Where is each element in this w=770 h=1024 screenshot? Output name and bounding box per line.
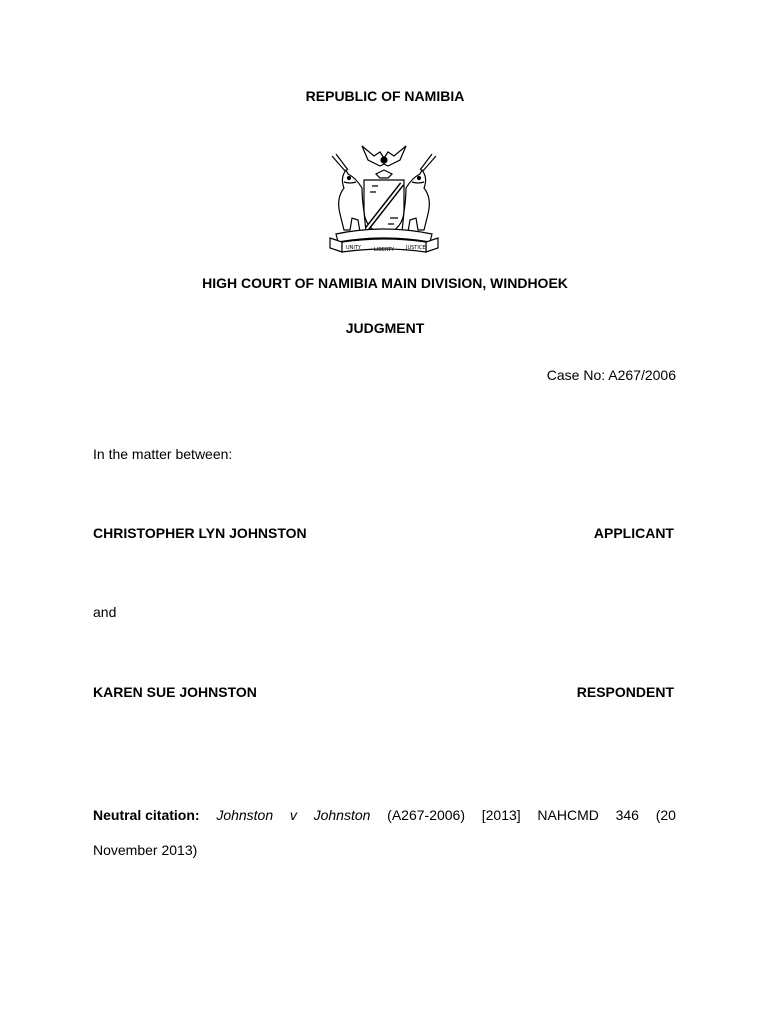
- citation-number: 346: [615, 807, 639, 823]
- svg-text:LIBERTY: LIBERTY: [374, 247, 395, 253]
- citation-date-start: (20: [655, 807, 676, 823]
- respondent-role: RESPONDENT: [576, 684, 674, 700]
- applicant-name: CHRISTOPHER LYN JOHNSTON: [93, 525, 307, 541]
- neutral-citation: [93, 807, 676, 823]
- judgment-heading: JUDGMENT: [345, 320, 425, 336]
- republic-heading: REPUBLIC OF NAMIBIA: [305, 88, 465, 104]
- case-number: Case No: A267/2006: [546, 367, 676, 383]
- citation-case-name-2: Johnston: [313, 807, 371, 823]
- coat-of-arms-icon: [322, 138, 446, 256]
- conjunction-and: and: [93, 604, 117, 620]
- citation-case-ref: (A267-2006): [387, 807, 465, 823]
- respondent-name: KAREN SUE JOHNSTON: [93, 684, 257, 700]
- svg-text:JUSTICE: JUSTICE: [406, 245, 426, 251]
- citation-versus: v: [289, 807, 297, 823]
- matter-intro: In the matter between:: [93, 446, 233, 462]
- citation-case-name-1: Johnston: [216, 807, 274, 823]
- court-heading: HIGH COURT OF NAMIBIA MAIN DIVISION, WINDHOEK: [202, 275, 568, 291]
- citation-year: [2013]: [481, 807, 521, 823]
- applicant-role: APPLICANT: [593, 525, 674, 541]
- svg-text:UNITY: UNITY: [346, 245, 361, 251]
- citation-court-code: NAHCMD: [537, 807, 599, 823]
- citation-date-end: November 2013): [93, 842, 198, 858]
- citation-label: Neutral citation:: [93, 807, 200, 823]
